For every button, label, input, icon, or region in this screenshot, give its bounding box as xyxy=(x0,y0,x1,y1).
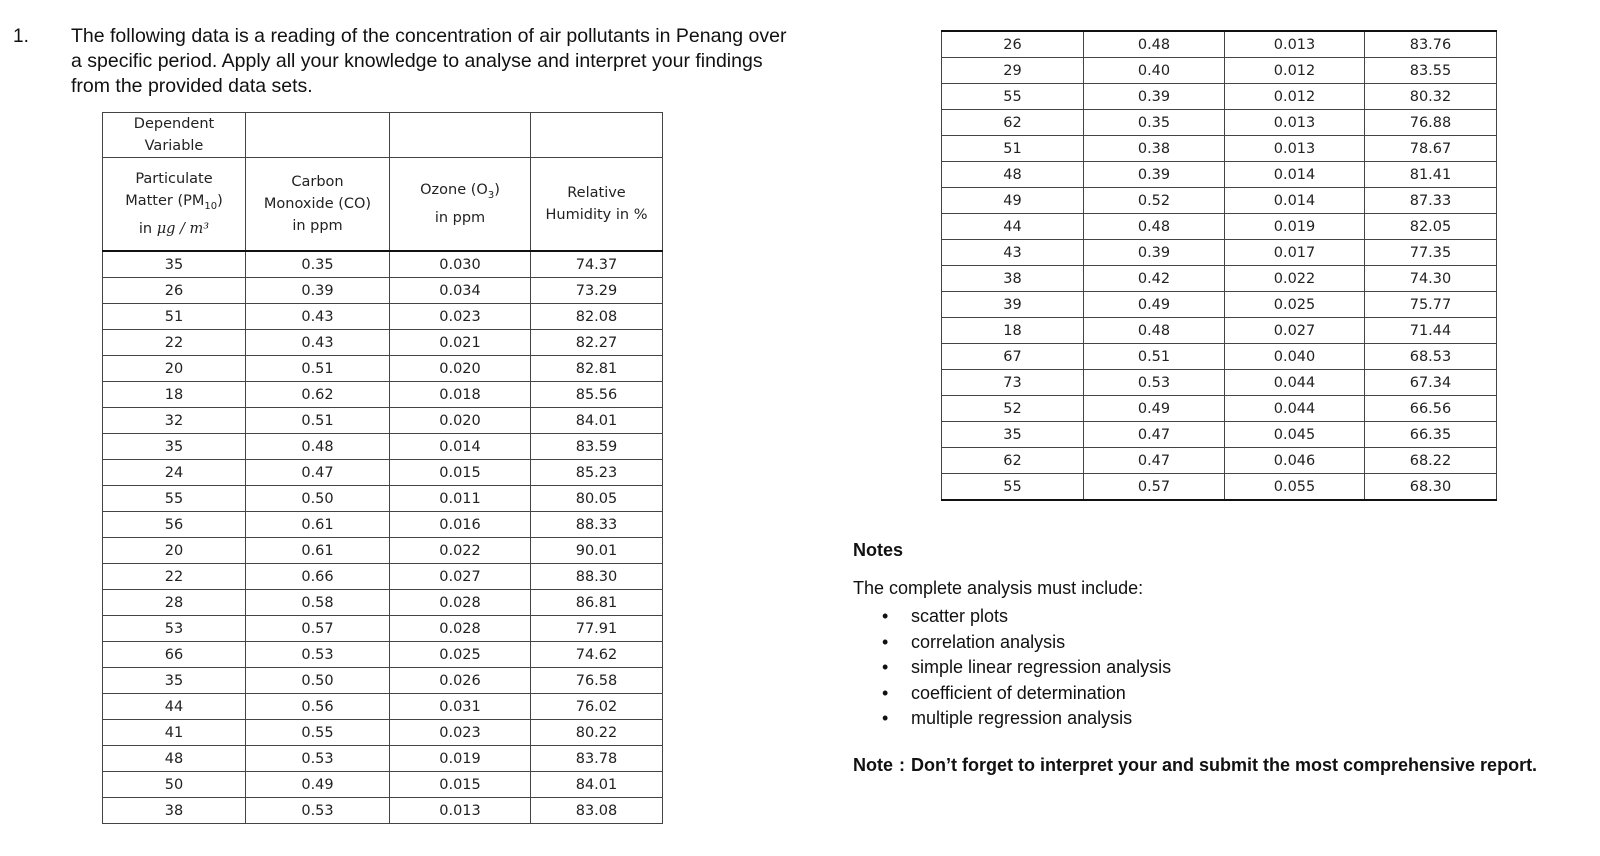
table-cell: 74.62 xyxy=(531,642,663,668)
table-cell: 0.031 xyxy=(390,694,531,720)
table-row xyxy=(942,110,1497,136)
table-cell: 28 xyxy=(103,590,246,616)
list-item-text: scatter plots xyxy=(911,606,1009,626)
table-cell: 0.39 xyxy=(1084,240,1225,266)
table-row xyxy=(942,474,1497,501)
question-text: The following data is a reading of the concentration of air pollutants in Penang over a specific period. Apply all your knowledge to analyse and interpret your findings from the provided data sets. xyxy=(71,25,787,97)
table-cell: 83.78 xyxy=(531,746,663,772)
table-row xyxy=(103,512,663,538)
table-cell: 84.01 xyxy=(531,408,663,434)
table-row xyxy=(942,188,1497,214)
table-cell: 0.51 xyxy=(246,356,390,382)
table-cell: 51 xyxy=(103,304,246,330)
data-table-left xyxy=(102,112,663,824)
table-cell: 0.35 xyxy=(1084,110,1225,136)
table-cell: 71.44 xyxy=(1365,318,1497,344)
table-cell: 48 xyxy=(103,746,246,772)
table-cell: 0.48 xyxy=(1084,214,1225,240)
table-cell: 0.50 xyxy=(246,668,390,694)
table-cell: 0.56 xyxy=(246,694,390,720)
table-cell: 0.023 xyxy=(390,304,531,330)
dependent-variable-header: Dependent Variable xyxy=(103,113,246,158)
table-cell: 55 xyxy=(942,84,1084,110)
table-cell: 80.05 xyxy=(531,486,663,512)
table-cell: 83.76 xyxy=(1365,31,1497,58)
table-cell: 68.30 xyxy=(1365,474,1497,501)
bullet-icon: • xyxy=(882,657,889,677)
table-cell: 0.014 xyxy=(1225,162,1365,188)
table-cell: 87.33 xyxy=(1365,188,1497,214)
list-item xyxy=(882,604,1171,630)
table-cell: 75.77 xyxy=(1365,292,1497,318)
table-row xyxy=(942,266,1497,292)
table-row xyxy=(942,448,1497,474)
table-cell: 52 xyxy=(942,396,1084,422)
table-cell: 0.019 xyxy=(390,746,531,772)
table-cell: 85.23 xyxy=(531,460,663,486)
table-cell: 0.61 xyxy=(246,512,390,538)
notes-list xyxy=(882,604,1171,732)
table-cell: 29 xyxy=(942,58,1084,84)
table-cell: 88.30 xyxy=(531,564,663,590)
table-cell: 76.88 xyxy=(1365,110,1497,136)
table-row xyxy=(103,356,663,382)
table-cell: 86.81 xyxy=(531,590,663,616)
table-cell: 0.020 xyxy=(390,356,531,382)
table-cell: 0.39 xyxy=(246,278,390,304)
table-cell: 0.48 xyxy=(246,434,390,460)
table-cell: 0.014 xyxy=(390,434,531,460)
table-row xyxy=(942,370,1497,396)
table-cell: 62 xyxy=(942,448,1084,474)
table-cell: 35 xyxy=(942,422,1084,448)
table-cell: 0.020 xyxy=(390,408,531,434)
table-cell: 0.013 xyxy=(1225,136,1365,162)
table-cell: 0.040 xyxy=(1225,344,1365,370)
table-cell: 24 xyxy=(103,460,246,486)
table-row xyxy=(103,486,663,512)
table-cell: 0.030 xyxy=(390,251,531,278)
table-cell: 0.027 xyxy=(390,564,531,590)
table-row xyxy=(942,422,1497,448)
table-cell: 66 xyxy=(103,642,246,668)
table-cell: 0.55 xyxy=(246,720,390,746)
table-cell: 0.48 xyxy=(1084,318,1225,344)
table-row xyxy=(103,304,663,330)
table-row xyxy=(942,136,1497,162)
table-row xyxy=(103,668,663,694)
table-cell: 0.055 xyxy=(1225,474,1365,501)
list-item xyxy=(882,706,1171,732)
table-cell: 0.43 xyxy=(246,330,390,356)
table-row xyxy=(103,434,663,460)
table-cell: 77.35 xyxy=(1365,240,1497,266)
table-cell: 73 xyxy=(942,370,1084,396)
table-cell: 0.57 xyxy=(246,616,390,642)
table-row xyxy=(103,382,663,408)
list-item-text: correlation analysis xyxy=(911,631,1066,652)
table-row xyxy=(103,408,663,434)
table-cell: 0.022 xyxy=(1225,266,1365,292)
table-cell: 0.023 xyxy=(390,720,531,746)
list-item-text: coefficient of determination xyxy=(911,682,1126,703)
table-cell: 82.08 xyxy=(531,304,663,330)
table-cell: 0.034 xyxy=(390,278,531,304)
table-row xyxy=(103,694,663,720)
table-cell: 43 xyxy=(942,240,1084,266)
table-cell: 0.53 xyxy=(246,798,390,824)
table-cell: 0.51 xyxy=(1084,344,1225,370)
table-cell: 80.22 xyxy=(531,720,663,746)
table-cell: 0.013 xyxy=(390,798,531,824)
table-cell: 0.022 xyxy=(390,538,531,564)
table-cell: 0.016 xyxy=(390,512,531,538)
table-cell: 0.49 xyxy=(1084,292,1225,318)
table-cell: 0.47 xyxy=(1084,448,1225,474)
table-cell: 68.22 xyxy=(1365,448,1497,474)
table-cell: 35 xyxy=(103,434,246,460)
pm10-unit: μg / m³ xyxy=(156,220,210,237)
table-cell: 0.045 xyxy=(1225,422,1365,448)
table-row xyxy=(103,330,663,356)
table-cell: 0.019 xyxy=(1225,214,1365,240)
table-cell: 81.41 xyxy=(1365,162,1497,188)
table-cell: 0.025 xyxy=(1225,292,1365,318)
table-cell: 0.58 xyxy=(246,590,390,616)
table-cell: 77.91 xyxy=(531,616,663,642)
table-cell: 84.01 xyxy=(531,772,663,798)
final-note-text: Don’t forget to interpret your and submit the most comprehensive report. xyxy=(911,755,1538,775)
table-row xyxy=(103,278,663,304)
table-cell: 0.47 xyxy=(1084,422,1225,448)
bullet-icon: • xyxy=(882,631,889,652)
table-cell: 0.015 xyxy=(390,460,531,486)
table-cell: 0.49 xyxy=(1084,396,1225,422)
table-cell: 68.53 xyxy=(1365,344,1497,370)
table-cell: 74.37 xyxy=(531,251,663,278)
list-item-text: simple linear regression analysis xyxy=(911,657,1172,677)
list-item xyxy=(882,681,1171,707)
table-row xyxy=(942,292,1497,318)
table-cell: 35 xyxy=(103,251,246,278)
table-cell: 0.021 xyxy=(390,330,531,356)
table-cell: 0.015 xyxy=(390,772,531,798)
table-row xyxy=(103,564,663,590)
table-cell: 83.59 xyxy=(531,434,663,460)
table-row xyxy=(942,84,1497,110)
table-row xyxy=(103,538,663,564)
list-item xyxy=(882,655,1171,681)
table-cell: 0.43 xyxy=(246,304,390,330)
table-cell: 26 xyxy=(942,31,1084,58)
table-cell: 82.05 xyxy=(1365,214,1497,240)
table-cell: 38 xyxy=(942,266,1084,292)
table-cell: 90.01 xyxy=(531,538,663,564)
table-cell: 67 xyxy=(942,344,1084,370)
table-row xyxy=(942,214,1497,240)
table-cell: 22 xyxy=(103,564,246,590)
data-table-right xyxy=(941,30,1497,501)
table-cell: 0.51 xyxy=(246,408,390,434)
table-row xyxy=(103,720,663,746)
table-cell: 18 xyxy=(942,318,1084,344)
table-cell: 67.34 xyxy=(1365,370,1497,396)
table-cell: 0.39 xyxy=(1084,84,1225,110)
table-cell: 55 xyxy=(942,474,1084,501)
table-cell: 0.53 xyxy=(246,642,390,668)
table-cell: 0.017 xyxy=(1225,240,1365,266)
table-cell: 0.35 xyxy=(246,251,390,278)
notes-intro: The complete analysis must include: xyxy=(853,578,1144,598)
final-note xyxy=(853,753,1598,777)
table-cell: 66.35 xyxy=(1365,422,1497,448)
table-row xyxy=(103,616,663,642)
table-cell: 85.56 xyxy=(531,382,663,408)
pm10-header: Particulate Matter $(PM_{10})$ in μg / m³ xyxy=(103,158,246,252)
table-cell: 0.011 xyxy=(390,486,531,512)
table-cell: 0.39 xyxy=(1084,162,1225,188)
table-cell: 0.013 xyxy=(1225,31,1365,58)
question-number: 1. xyxy=(13,26,29,47)
list-item-text: multiple regression analysis xyxy=(911,708,1133,728)
table-cell: 83.55 xyxy=(1365,58,1497,84)
table-cell: 0.044 xyxy=(1225,396,1365,422)
table-cell: 88.33 xyxy=(531,512,663,538)
table-cell: 76.58 xyxy=(531,668,663,694)
table-cell: 55 xyxy=(103,486,246,512)
table-row xyxy=(942,396,1497,422)
table-cell: 0.48 xyxy=(1084,31,1225,58)
bullet-icon: • xyxy=(882,606,889,626)
table-cell: 0.028 xyxy=(390,590,531,616)
table-row xyxy=(103,746,663,772)
table-row xyxy=(942,58,1497,84)
empty-header-cell xyxy=(390,113,531,158)
table-cell: 0.026 xyxy=(390,668,531,694)
table-cell: 32 xyxy=(103,408,246,434)
table-cell: 0.013 xyxy=(1225,110,1365,136)
list-item xyxy=(882,630,1171,656)
table-cell: 62 xyxy=(942,110,1084,136)
table-cell: 0.61 xyxy=(246,538,390,564)
table-cell: 0.027 xyxy=(1225,318,1365,344)
table-cell: 0.044 xyxy=(1225,370,1365,396)
empty-header-cell xyxy=(246,113,390,158)
table-cell: 0.018 xyxy=(390,382,531,408)
table-cell: 20 xyxy=(103,356,246,382)
table-cell: 0.046 xyxy=(1225,448,1365,474)
table-cell: 0.52 xyxy=(1084,188,1225,214)
table-cell: 0.012 xyxy=(1225,58,1365,84)
table-cell: 35 xyxy=(103,668,246,694)
table-cell: 0.025 xyxy=(390,642,531,668)
ozone-header: Ozone $(O_3)$ in ppm xyxy=(390,158,531,252)
table-cell: 44 xyxy=(103,694,246,720)
bullet-icon: • xyxy=(882,682,889,703)
final-note-label: Note xyxy=(853,755,893,775)
table-cell: 76.02 xyxy=(531,694,663,720)
table-cell: 39 xyxy=(942,292,1084,318)
table-cell: 0.40 xyxy=(1084,58,1225,84)
table-cell: 73.29 xyxy=(531,278,663,304)
table-cell: 44 xyxy=(942,214,1084,240)
table-cell: 0.47 xyxy=(246,460,390,486)
table-cell: 56 xyxy=(103,512,246,538)
table-cell: 0.42 xyxy=(1084,266,1225,292)
table-cell: 66.56 xyxy=(1365,396,1497,422)
table-cell: 48 xyxy=(942,162,1084,188)
table-cell: 0.50 xyxy=(246,486,390,512)
table-cell: 38 xyxy=(103,798,246,824)
notes-title: Notes xyxy=(853,540,904,560)
table-row xyxy=(103,590,663,616)
table-row xyxy=(103,798,663,824)
table-cell: 53 xyxy=(103,616,246,642)
table-row xyxy=(103,460,663,486)
table-cell: 0.012 xyxy=(1225,84,1365,110)
table-cell: 80.32 xyxy=(1365,84,1497,110)
bullet-icon: • xyxy=(882,708,889,728)
table-cell: 20 xyxy=(103,538,246,564)
table-cell: 0.53 xyxy=(246,746,390,772)
table-cell: 0.57 xyxy=(1084,474,1225,501)
table-row xyxy=(942,344,1497,370)
table-cell: 82.81 xyxy=(531,356,663,382)
co-header: Carbon Monoxide (CO) in ppm xyxy=(246,158,390,252)
table-cell: 83.08 xyxy=(531,798,663,824)
table-cell: 0.028 xyxy=(390,616,531,642)
table-row xyxy=(942,240,1497,266)
table-row xyxy=(942,162,1497,188)
table-cell: 50 xyxy=(103,772,246,798)
table-cell: 82.27 xyxy=(531,330,663,356)
humidity-header: Relative Humidity in % xyxy=(531,158,663,252)
table-cell: 0.62 xyxy=(246,382,390,408)
table-cell: 0.66 xyxy=(246,564,390,590)
table-row xyxy=(942,318,1497,344)
table-row xyxy=(103,642,663,668)
table-row xyxy=(942,31,1497,58)
table-cell: 51 xyxy=(942,136,1084,162)
table-cell: 0.53 xyxy=(1084,370,1225,396)
table-row xyxy=(103,251,663,278)
table-row xyxy=(103,772,663,798)
table-cell: 0.49 xyxy=(246,772,390,798)
table-cell: 0.38 xyxy=(1084,136,1225,162)
table-cell: 41 xyxy=(103,720,246,746)
table-cell: 22 xyxy=(103,330,246,356)
table-cell: 0.014 xyxy=(1225,188,1365,214)
table-cell: 74.30 xyxy=(1365,266,1497,292)
table-cell: 78.67 xyxy=(1365,136,1497,162)
final-note-separator: : xyxy=(899,755,905,775)
table-cell: 49 xyxy=(942,188,1084,214)
table-cell: 26 xyxy=(103,278,246,304)
table-cell: 18 xyxy=(103,382,246,408)
empty-header-cell xyxy=(531,113,663,158)
